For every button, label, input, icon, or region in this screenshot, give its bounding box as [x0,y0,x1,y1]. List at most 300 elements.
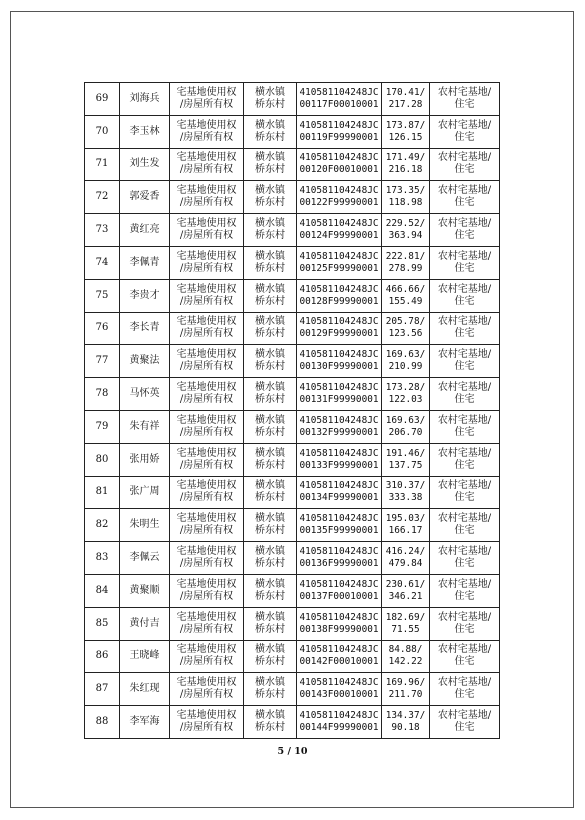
area-values-cell [382,706,430,739]
right-type-line: /房屋所有权 [179,459,234,471]
right-type-cell [170,83,244,116]
land-use-line: 农村宅基地/ [437,119,492,131]
location-cell [244,574,297,607]
unit-code-line: 410581104248JC [299,316,379,328]
unit-code-cell [297,279,382,312]
location-line: 横水镇 [255,349,285,361]
land-use-cell [430,378,500,411]
owner-name: 马怀英 [129,388,160,400]
right-type-cell [170,673,244,706]
land-use-line: 住宅 [454,525,475,537]
land-use-line: 农村宅基地/ [437,480,492,492]
area-values-line: 169.96/ [385,677,426,689]
unit-code-cell [297,214,382,247]
land-use-line: 住宅 [454,459,475,471]
area-values-cell [382,279,430,312]
land-use-line: 农村宅基地/ [437,349,492,361]
location-line: 横水镇 [255,546,285,558]
right-type-line: /房屋所有权 [179,361,234,373]
unit-code-line: 00129F99990001 [299,328,379,340]
row-number: 73 [95,224,109,236]
right-type-line: /房屋所有权 [179,558,234,570]
owner-name: 李玉林 [129,125,160,137]
location-cell [244,345,297,378]
table-row [85,115,500,148]
unit-code-cell [297,443,382,476]
owner-name-cell [120,345,170,378]
page-number: 5 / 10 [277,746,308,757]
land-use-line: 住宅 [454,361,475,373]
right-type-line: 宅基地使用权 [176,152,237,164]
right-type-line: /房屋所有权 [179,295,234,307]
land-use-line: 住宅 [454,656,475,668]
land-use-line: 住宅 [454,689,475,701]
unit-code-line: 410581104248JC [299,578,379,590]
land-use-line: 住宅 [454,426,475,438]
right-type-line: 宅基地使用权 [176,677,237,689]
right-type-line: 宅基地使用权 [176,710,237,722]
location-cell [244,214,297,247]
row-number: 82 [95,519,109,531]
area-values-line: 195.03/ [385,513,426,525]
right-type-cell [170,542,244,575]
row-number: 86 [95,650,109,662]
land-use-line: 住宅 [454,394,475,406]
right-type-line: 宅基地使用权 [176,382,237,394]
land-use-cell [430,706,500,739]
right-type-line: 宅基地使用权 [176,513,237,525]
row-number: 85 [95,617,109,629]
land-use-line: 农村宅基地/ [437,152,492,164]
area-values-cell [382,312,430,345]
land-use-line: 农村宅基地/ [437,644,492,656]
location-line: 桥东村 [255,361,285,373]
unit-code-line: 410581104248JC [299,185,379,197]
owner-name-cell [120,246,170,279]
location-cell [244,378,297,411]
unit-code-line: 00122F99990001 [299,197,379,209]
area-values-line: 363.94 [388,230,423,242]
right-type-cell [170,214,244,247]
area-values-line: 210.99 [388,361,423,373]
area-values-cell [382,83,430,116]
location-line: 横水镇 [255,447,285,459]
location-cell [244,542,297,575]
land-use-cell [430,509,500,542]
unit-code-line: 410581104248JC [299,119,379,131]
area-values-line: 191.46/ [385,447,426,459]
area-values-line: 479.84 [388,558,423,570]
owner-name-cell [120,181,170,214]
table-row [85,542,500,575]
table-row [85,378,500,411]
unit-code-line: 410581104248JC [299,513,379,525]
owner-name: 刘生发 [129,158,160,170]
owner-name-cell [120,706,170,739]
location-line: 横水镇 [255,152,285,164]
owner-name: 张用娇 [129,453,160,465]
right-type-line: /房屋所有权 [179,131,234,143]
area-values-cell [382,673,430,706]
table-row [85,214,500,247]
unit-code-line: 00128F99990001 [299,295,379,307]
unit-code-line: 410581104248JC [299,644,379,656]
unit-code-cell [297,312,382,345]
row-number: 81 [95,486,109,498]
location-line: 桥东村 [255,131,285,143]
unit-code-cell [297,673,382,706]
land-use-line: 农村宅基地/ [437,677,492,689]
area-values-cell [382,246,430,279]
unit-code-cell [297,410,382,443]
right-type-line: 宅基地使用权 [176,644,237,656]
table-row [85,246,500,279]
row-number: 88 [95,716,109,728]
row-number: 69 [95,92,109,104]
owner-name: 刘海兵 [129,92,160,104]
land-use-line: 农村宅基地/ [437,316,492,328]
owner-name: 黄付吉 [129,617,160,629]
unit-code-line: 00120F00010001 [299,164,379,176]
location-cell [244,181,297,214]
area-values-cell [382,476,430,509]
unit-code-line: 410581104248JC [299,480,379,492]
table-row [85,443,500,476]
unit-code-line: 00119F99990001 [299,131,379,143]
owner-name-cell [120,640,170,673]
owner-name: 朱红现 [129,683,160,695]
land-use-line: 住宅 [454,558,475,570]
land-use-line: 住宅 [454,164,475,176]
right-type-line: 宅基地使用权 [176,218,237,230]
area-values-line: 118.98 [388,197,423,209]
unit-code-cell [297,706,382,739]
location-cell [244,673,297,706]
owner-name: 李军海 [129,716,160,728]
land-use-cell [430,345,500,378]
row-number-cell [85,476,120,509]
location-line: 桥东村 [255,459,285,471]
area-values-cell [382,345,430,378]
right-type-cell [170,476,244,509]
right-type-line: 宅基地使用权 [176,185,237,197]
table-row [85,148,500,181]
row-number-cell [85,542,120,575]
table-row [85,706,500,739]
area-values-line: 84.88/ [388,644,423,656]
row-number-cell [85,148,120,181]
land-use-line: 农村宅基地/ [437,283,492,295]
right-type-cell [170,706,244,739]
table-body [85,83,500,739]
owner-name-cell [120,410,170,443]
unit-code-line: 00117F00010001 [299,98,379,110]
right-type-line: 宅基地使用权 [176,316,237,328]
owner-name-cell [120,148,170,181]
location-cell [244,410,297,443]
land-use-line: 住宅 [454,131,475,143]
land-use-line: 住宅 [454,262,475,274]
right-type-cell [170,574,244,607]
row-number: 75 [95,289,109,301]
land-use-line: 农村宅基地/ [437,513,492,525]
table-row [85,345,500,378]
right-type-cell [170,410,244,443]
land-use-line: 农村宅基地/ [437,218,492,230]
right-type-line: /房屋所有权 [179,722,234,734]
location-line: 横水镇 [255,414,285,426]
land-use-line: 住宅 [454,492,475,504]
row-number-cell [85,214,120,247]
unit-code-line: 410581104248JC [299,414,379,426]
unit-code-cell [297,115,382,148]
row-number-cell [85,706,120,739]
owner-name-cell [120,509,170,542]
land-use-line: 住宅 [454,328,475,340]
area-values-line: 466.66/ [385,283,426,295]
right-type-line: /房屋所有权 [179,623,234,635]
location-line: 桥东村 [255,262,285,274]
right-type-line: /房屋所有权 [179,525,234,537]
row-number: 72 [95,191,109,203]
location-line: 桥东村 [255,197,285,209]
row-number-cell [85,378,120,411]
owner-name: 李长青 [129,322,160,334]
row-number: 70 [95,125,109,137]
unit-code-line: 00131F99990001 [299,394,379,406]
area-values-line: 173.28/ [385,382,426,394]
area-values-line: 205.78/ [385,316,426,328]
unit-code-line: 00143F00010001 [299,689,379,701]
row-number: 79 [95,420,109,432]
location-cell [244,279,297,312]
owner-name-cell [120,115,170,148]
right-type-line: /房屋所有权 [179,689,234,701]
area-values-cell [382,640,430,673]
area-values-line: 416.24/ [385,546,426,558]
location-cell [244,640,297,673]
owner-name: 郭爱香 [129,191,160,203]
table-row [85,673,500,706]
area-values-line: 216.18 [388,164,423,176]
owner-name-cell [120,279,170,312]
location-cell [244,83,297,116]
right-type-line: 宅基地使用权 [176,447,237,459]
owner-name-cell [120,607,170,640]
location-line: 横水镇 [255,578,285,590]
location-line: 横水镇 [255,185,285,197]
unit-code-line: 00134F99990001 [299,492,379,504]
table-row [85,476,500,509]
area-values-line: 126.15 [388,131,423,143]
land-use-line: 农村宅基地/ [437,86,492,98]
land-use-cell [430,542,500,575]
owner-name: 李佩云 [129,552,160,564]
unit-code-cell [297,509,382,542]
location-cell [244,509,297,542]
row-number: 78 [95,388,109,400]
right-type-cell [170,279,244,312]
right-type-cell [170,345,244,378]
area-values-cell [382,148,430,181]
land-use-line: 住宅 [454,590,475,602]
owner-name-cell [120,443,170,476]
right-type-line: 宅基地使用权 [176,119,237,131]
land-use-line: 农村宅基地/ [437,546,492,558]
land-use-line: 农村宅基地/ [437,578,492,590]
owner-name: 黄红亮 [129,224,160,236]
owner-name: 张广周 [129,486,160,498]
row-number-cell [85,83,120,116]
owner-name: 朱有祥 [129,420,160,432]
owner-name: 王晓峰 [129,650,160,662]
right-type-line: 宅基地使用权 [176,86,237,98]
unit-code-line: 00144F99990001 [299,722,379,734]
unit-code-cell [297,378,382,411]
unit-code-cell [297,83,382,116]
row-number-cell [85,410,120,443]
right-type-cell [170,443,244,476]
area-values-line: 310.37/ [385,480,426,492]
location-line: 桥东村 [255,426,285,438]
location-line: 横水镇 [255,677,285,689]
right-type-cell [170,378,244,411]
unit-code-line: 410581104248JC [299,250,379,262]
land-use-line: 住宅 [454,722,475,734]
land-use-cell [430,673,500,706]
area-values-line: 122.03 [388,394,423,406]
row-number-cell [85,345,120,378]
unit-code-line: 410581104248JC [299,218,379,230]
right-type-cell [170,607,244,640]
unit-code-line: 410581104248JC [299,546,379,558]
owner-name: 李佩青 [129,256,160,268]
owner-name-cell [120,542,170,575]
right-type-cell [170,115,244,148]
right-type-line: /房屋所有权 [179,394,234,406]
location-cell [244,148,297,181]
row-number-cell [85,312,120,345]
location-line: 横水镇 [255,710,285,722]
row-number: 83 [95,552,109,564]
right-type-cell [170,640,244,673]
area-values-line: 211.70 [388,689,423,701]
right-type-line: /房屋所有权 [179,197,234,209]
location-cell [244,246,297,279]
right-type-cell [170,312,244,345]
unit-code-line: 410581104248JC [299,710,379,722]
unit-code-line: 00125F99990001 [299,262,379,274]
unit-code-line: 00132F99990001 [299,426,379,438]
right-type-cell [170,181,244,214]
land-use-cell [430,148,500,181]
location-line: 桥东村 [255,525,285,537]
land-use-line: 住宅 [454,295,475,307]
owner-name: 黄聚法 [129,355,160,367]
land-use-cell [430,476,500,509]
table-row [85,279,500,312]
location-cell [244,706,297,739]
land-use-line: 农村宅基地/ [437,710,492,722]
right-type-line: /房屋所有权 [179,328,234,340]
land-use-line: 农村宅基地/ [437,250,492,262]
right-type-line: /房屋所有权 [179,656,234,668]
registration-table [84,82,500,739]
row-number-cell [85,607,120,640]
land-use-cell [430,83,500,116]
table-row [85,509,500,542]
unit-code-cell [297,148,382,181]
unit-code-line: 00124F99990001 [299,230,379,242]
area-values-line: 169.63/ [385,349,426,361]
location-line: 桥东村 [255,656,285,668]
table-row [85,312,500,345]
land-use-line: 农村宅基地/ [437,414,492,426]
unit-code-cell [297,476,382,509]
location-cell [244,115,297,148]
area-values-line: 173.35/ [385,185,426,197]
row-number-cell [85,574,120,607]
area-values-line: 123.56 [388,328,423,340]
right-type-line: /房屋所有权 [179,426,234,438]
land-use-cell [430,607,500,640]
land-use-cell [430,181,500,214]
owner-name-cell [120,83,170,116]
location-line: 桥东村 [255,689,285,701]
area-values-line: 171.49/ [385,152,426,164]
unit-code-line: 00142F00010001 [299,656,379,668]
area-values-line: 230.61/ [385,578,426,590]
right-type-line: 宅基地使用权 [176,283,237,295]
location-cell [244,312,297,345]
location-line: 桥东村 [255,295,285,307]
location-line: 桥东村 [255,394,285,406]
row-number: 87 [95,683,109,695]
right-type-line: /房屋所有权 [179,492,234,504]
location-line: 横水镇 [255,283,285,295]
land-use-cell [430,214,500,247]
area-values-cell [382,509,430,542]
row-number: 76 [95,322,109,334]
land-use-line: 农村宅基地/ [437,447,492,459]
unit-code-line: 00138F99990001 [299,623,379,635]
unit-code-line: 00133F99990001 [299,459,379,471]
land-use-cell [430,640,500,673]
location-line: 横水镇 [255,86,285,98]
right-type-line: 宅基地使用权 [176,250,237,262]
row-number-cell [85,279,120,312]
table-row [85,410,500,443]
unit-code-line: 410581104248JC [299,86,379,98]
row-number: 84 [95,584,109,596]
location-cell [244,607,297,640]
unit-code-line: 410581104248JC [299,447,379,459]
unit-code-line: 410581104248JC [299,611,379,623]
row-number-cell [85,246,120,279]
table-row [85,181,500,214]
area-values-cell [382,378,430,411]
owner-name-cell [120,574,170,607]
owner-name: 李贵才 [129,289,160,301]
owner-name-cell [120,312,170,345]
location-line: 桥东村 [255,328,285,340]
row-number-cell [85,509,120,542]
area-values-cell [382,542,430,575]
land-use-line: 住宅 [454,98,475,110]
right-type-line: /房屋所有权 [179,590,234,602]
right-type-line: 宅基地使用权 [176,578,237,590]
row-number: 80 [95,453,109,465]
